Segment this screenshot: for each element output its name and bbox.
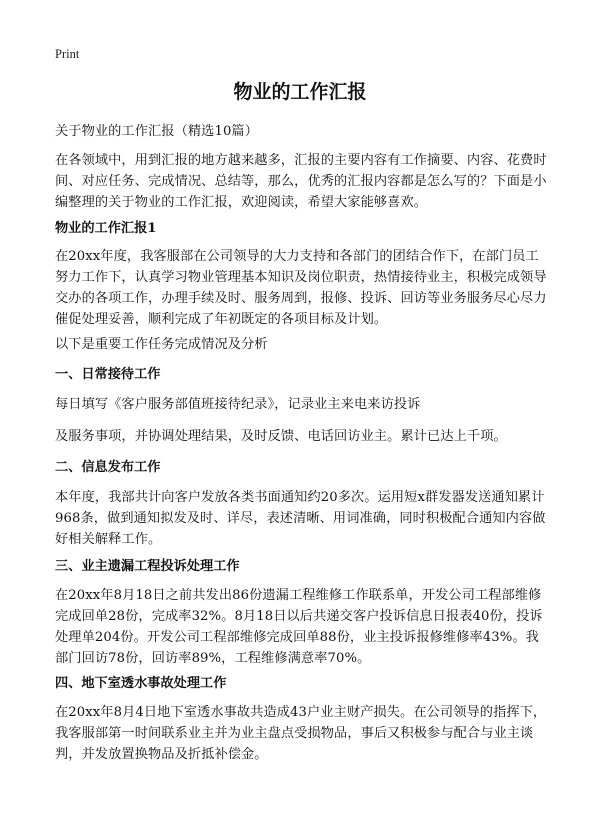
section-heading: 四、地下室透水事故处理工作 (55, 676, 227, 691)
section-paragraph: 在20xx年8月18日之前共发出86份遗漏工程维修工作联系单，开发公司工程部维修完成回单28份，完成率32%。8月18日以后共递交客户投诉信息日报表40份，投诉处理单204份。开发公司工程部维修完成回单88份，业主投诉报修维修率43%。我部门回访78份，回访率89%，工程维修满意率70%。 (55, 588, 543, 666)
section-paragraph: 及服务事项，并协调处理结果，及时反馈、电话回访业主。累计已达上千项。 (55, 429, 507, 444)
document-title: 物业的工作汇报 (233, 81, 367, 103)
document-subtitle: 关于物业的工作汇报（精选10篇） (55, 124, 259, 139)
summary-line: 以下是重要工作任务完成情况及分析 (55, 337, 268, 352)
section-heading: 二、信息发布工作 (55, 460, 161, 475)
section-paragraph: 本年度，我部共计向客户发放各类书面通知约20多次。运用短x群发器发送通知累计968条，做到通知拟发及时、详尽，表述清晰、用词准确，同时积极配合通知内容做好相关解释工作。 (55, 490, 546, 547)
print-link[interactable]: Print (55, 47, 80, 61)
intro-paragraph: 在各领域中，用到汇报的地方越来越多，汇报的主要内容有工作摘要、内容、花费时间、对应任务、完成情况、总结等，那么，优秀的汇报内容都是怎么写的？下面是小编整理的关于物业的工作汇报，欢迎阅读，希望大家能够喜欢。 (55, 153, 547, 210)
section-heading: 三、业主遗漏工程投诉处理工作 (55, 559, 240, 574)
section-paragraph: 在20xx年8月4日地下室透水事故共造成43户业主财产损失。在公司领导的指挥下，我客服部第一时间联系业主并为业主盘点受损物品，事后又积极参与配合与业主谈判，并发放置换物品及折抵补偿金。 (55, 705, 547, 762)
report-paragraph: 在20xx年度，我客服部在公司领导的大力支持和各部门的团结合作下，在部门员工努力工作下，认真学习物业管理基本知识及岗位职责，热情接待业主，积极完成领导交办的各项工作，办理手续及时、服务周到，报修、投诉、回访等业务服务尽心尽力催促处理妥善，顺利完成了年初既定的各项目标及计划。 (55, 249, 547, 327)
section-heading: 一、日常接待工作 (55, 367, 161, 382)
report-heading: 物业的工作汇报1 (55, 221, 157, 236)
section-paragraph: 每日填写《客户服务部值班接待纪录》，记录业主来电来访投诉 (55, 397, 421, 412)
